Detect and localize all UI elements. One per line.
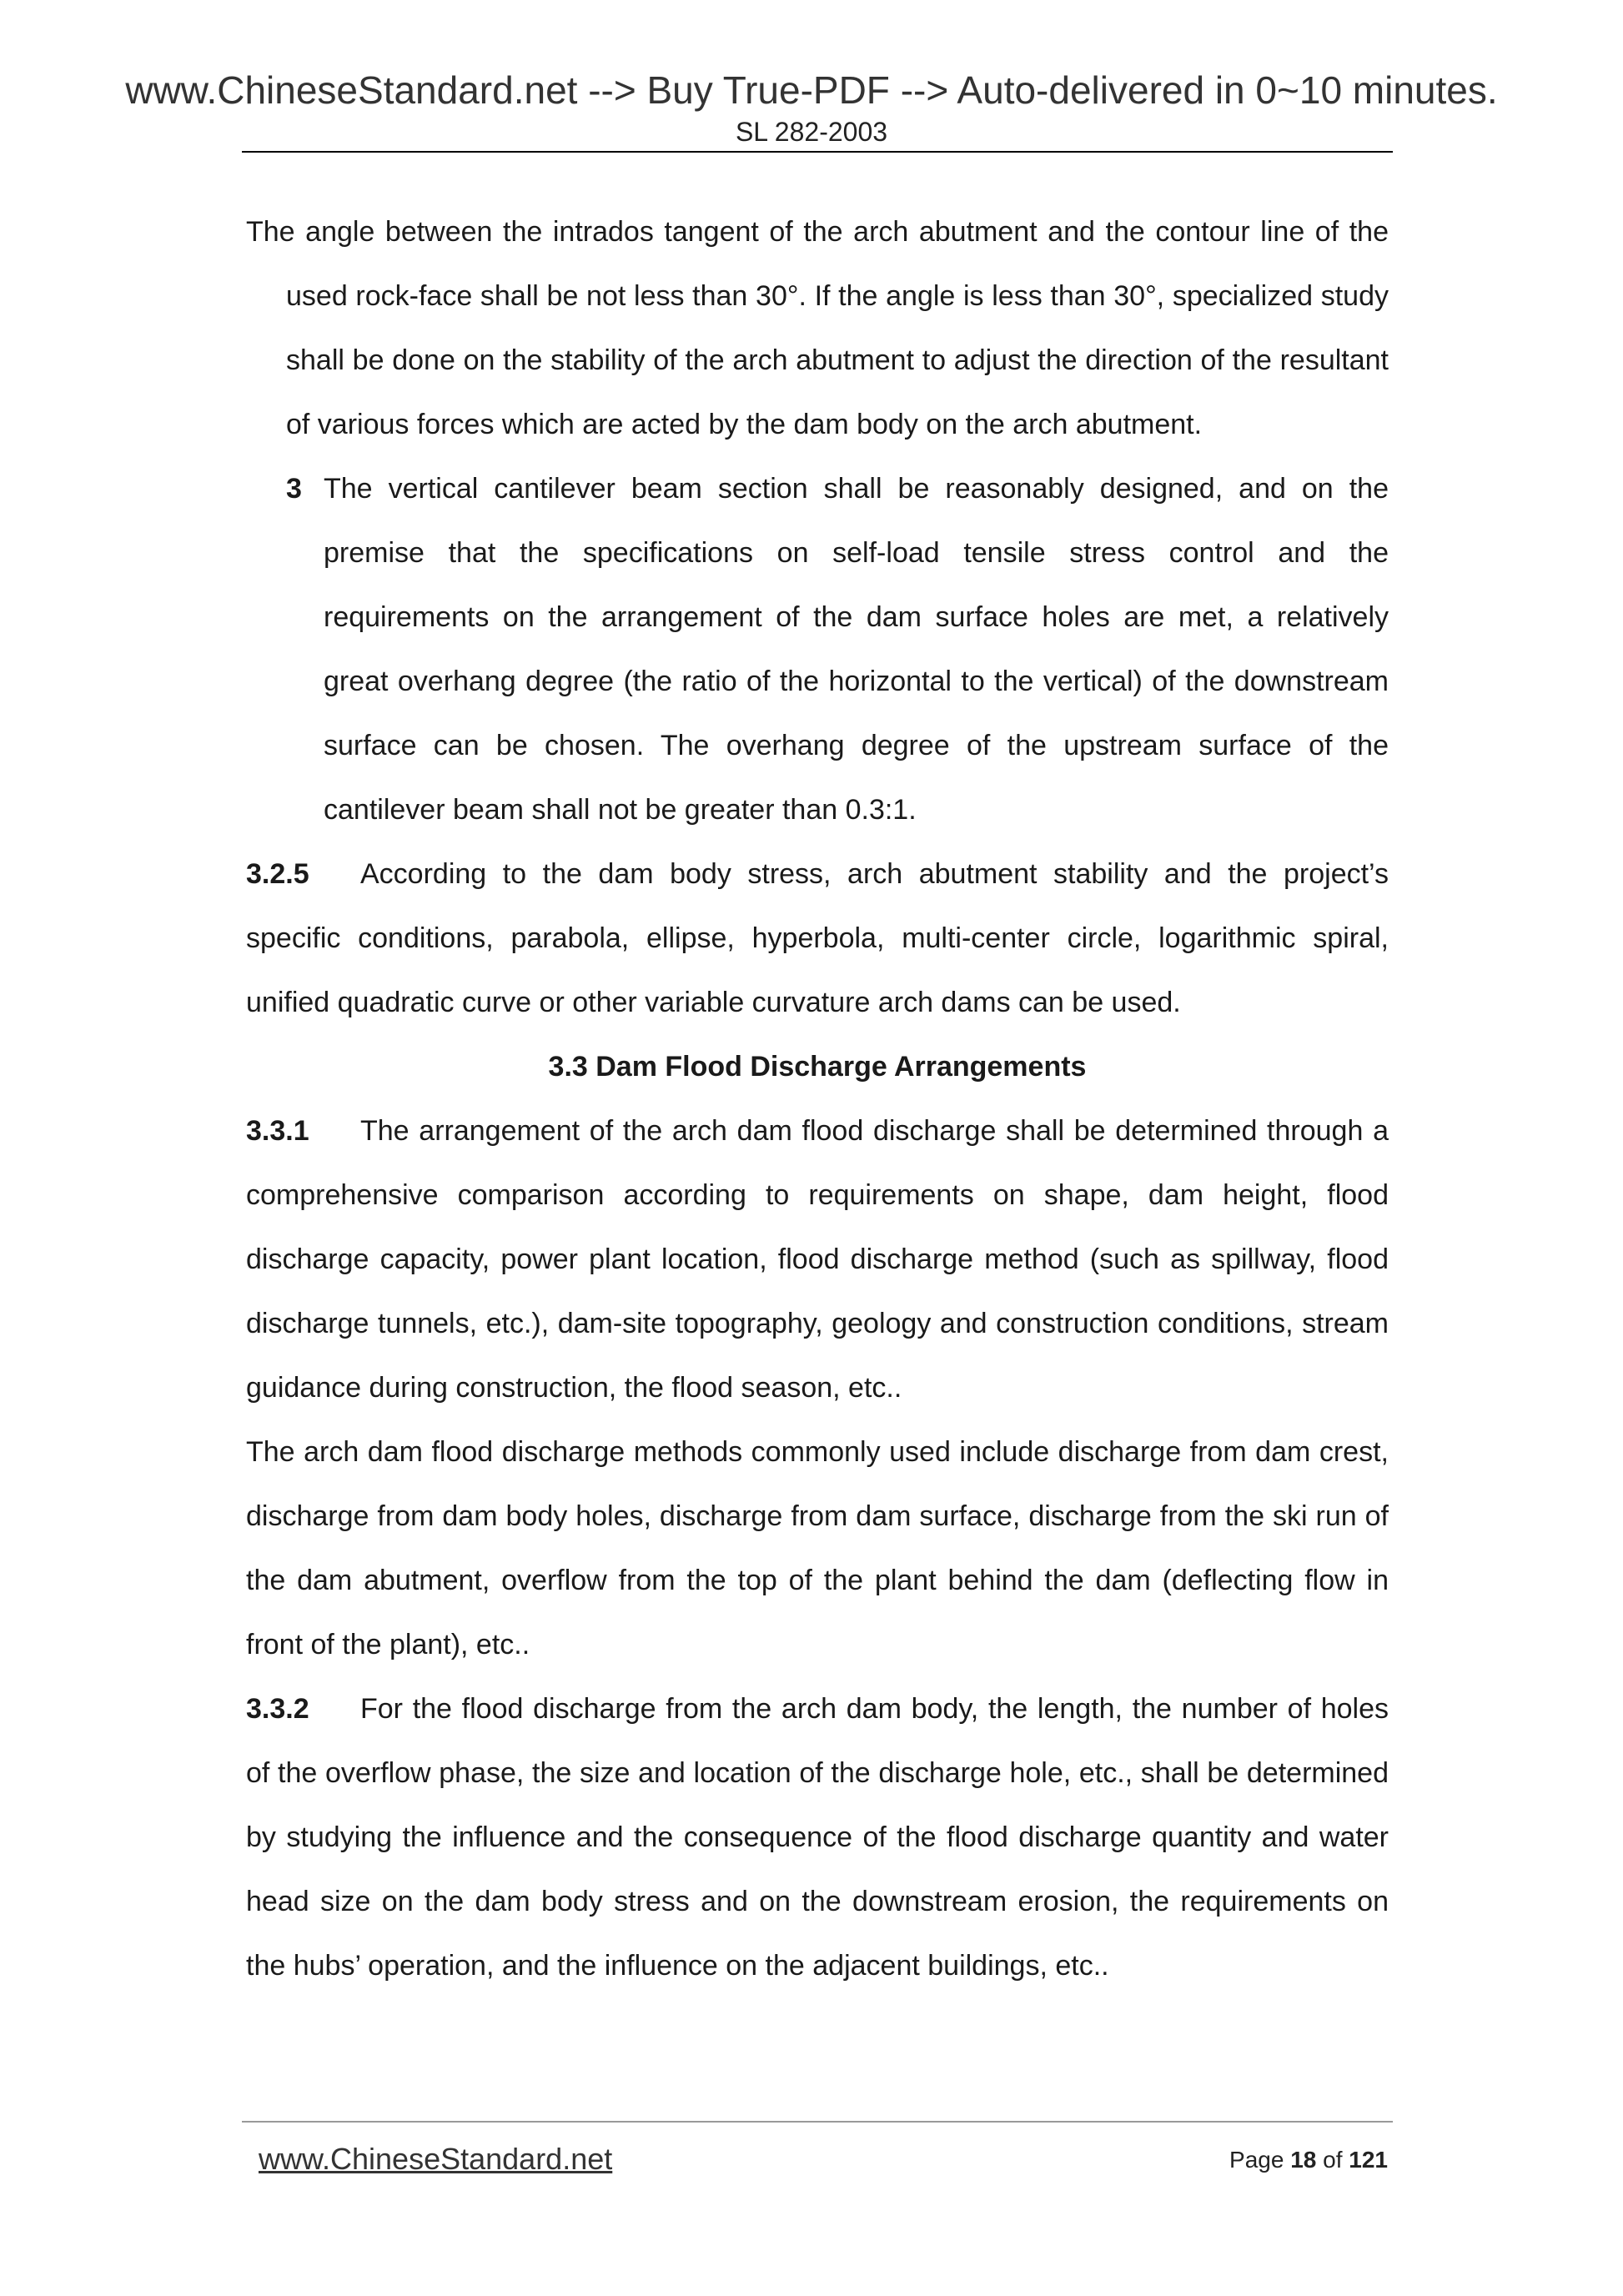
clause-3-3-1 [246,1099,1389,1420]
clause-number: 3.2.5 [246,858,309,890]
page-current: 18 [1290,2147,1317,2173]
paragraph-discharge-methods: The arch dam flood discharge methods commonly used include discharge from dam crest, discharge from dam body holes, discharge from dam surface, discharge from the ski run of the dam abutment, overflow from the top of the plant behind the dam (deflecting flow in front of the plant), etc.. [246,1436,1389,1660]
footer-divider [242,2121,1393,2123]
header-divider [242,151,1393,153]
list-item-text: The vertical cantilever beam section shall be reasonably designed, and on the premise that the specifications on self-load tensile stress control and the requirements on the arrangement of the dam surface holes are met, a relatively great overhang degree (the ratio of the horizontal to the vertical) of the downstream surface can be chosen. The overhang degree of the upstream surface of the cantilever beam shall not be greater than 0.3:1. [324,473,1389,826]
section-title-3-3: 3.3 Dam Flood Discharge Arrangements [548,1051,1087,1083]
list-item-3 [246,457,1389,842]
list-item-number: 3 [286,473,302,505]
document-body [246,200,1389,1998]
page-label: Page [1229,2147,1284,2173]
footer-website-link[interactable]: www.ChineseStandard.net [259,2142,613,2176]
paragraph-arch-abutment-angle: The angle between the intrados tangent of the arch abutment and the contour line of the used rock-face shall be not less than 30°. If the angle is less than 30°, specialized study shall be done on the stability of the arch abutment to adjust the direction of the resultant of various forces which are acted by the dam body on the arch abutment. [246,216,1389,440]
clause-number: 3.3.2 [246,1693,309,1725]
clause-text: According to the dam body stress, arch abutment stability and the project’s specific conditions, parabola, ellipse, hyperbola, multi-center circle, logarithmic spiral, unified quadratic curve or other variable curvature arch dams can be used. [246,858,1389,1018]
header-banner: www.ChineseStandard.net --> Buy True-PDF --> Auto-delivered in 0~10 minutes. [125,68,1498,112]
standard-code: SL 282-2003 [735,117,888,147]
clause-3-3-2 [246,1677,1389,1998]
page-number [1229,2147,1388,2173]
page-of: of [1323,2147,1343,2173]
clause-text: The arrangement of the arch dam flood discharge shall be determined through a comprehensive comparison according to requirements on shape, dam height, flood discharge capacity, power plant location, flood discharge method (such as spillway, flood discharge tunnels, etc.), dam-site topography, geology and construction conditions, stream guidance during construction, the flood season, etc.. [246,1115,1389,1404]
clause-3-2-5 [246,842,1389,1035]
clause-number: 3.3.1 [246,1115,309,1147]
clause-text: For the flood discharge from the arch dam body, the length, the number of holes of the overflow phase, the size and location of the discharge hole, etc., shall be determined by studying the influence and the consequence of the flood discharge quantity and water head size on the dam body stress and on the downstream erosion, the requirements on the hubs’ operation, and the influence on the adjacent buildings, etc.. [246,1693,1389,1982]
page-total: 121 [1349,2147,1388,2173]
